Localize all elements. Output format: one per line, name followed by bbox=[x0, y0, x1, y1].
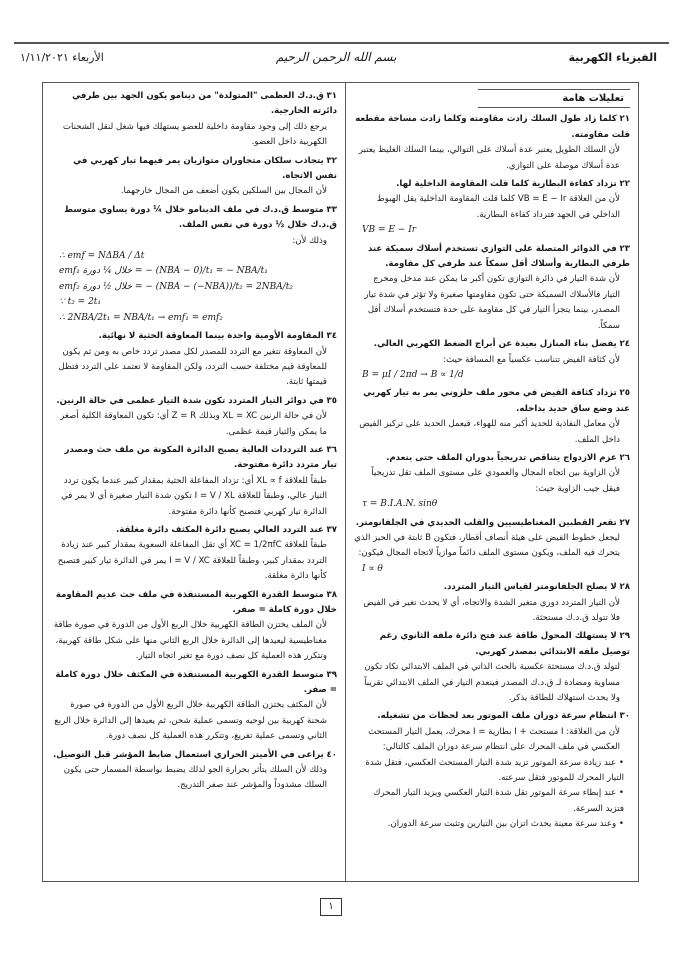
date-label: الأربعاء ١/١١/٢٠٢١ bbox=[20, 50, 104, 64]
item-number: ٢٩ bbox=[619, 631, 630, 642]
reason-item bbox=[51, 443, 337, 520]
item-answer: لأن الزاوية بين اتجاه المجال والعمودي على مستوى الملف تقل تدريجياً فيقل جيب الزاوية حيث: bbox=[371, 468, 620, 494]
item-question: لا يستهلك المحول طاقة عند فتح دائرة ملفه الثانوي رغم توصيل ملفه الابتدائي بمصدر كهربي. bbox=[379, 631, 630, 657]
item-question: لا يصلح الجلفانومتر لقياس التيار المتردد. bbox=[443, 582, 617, 593]
item-question: في دوائر التيار المتردد تكون شدة التيار عظمى في حالة الرنين. bbox=[56, 395, 324, 406]
equation: emf₁ خلال ¼ دورة = − (NBA − 0)/t₁ = − NBA/t₁ bbox=[59, 266, 268, 277]
reason-item bbox=[354, 709, 630, 832]
item-answer: لأن الملف يختزن الطاقة الكهربية خلال الربع الأول من الدورة في صورة طاقة مغناطيسية ليعيدها إلى الدائرة خلال الربع الثاني منها على شكل طاقة كهربية، وتتكرر هذه العملية كل نصف دورة مع تغير اتجاه التيار. bbox=[53, 620, 327, 662]
item-question: عزم الازدواج يتناقص تدريجياً بدوران الملف حتى ينعدم. bbox=[386, 452, 617, 463]
left-column bbox=[42, 82, 346, 882]
reason-item bbox=[354, 386, 630, 448]
equation: τ = B.I.A.N. sinθ bbox=[362, 499, 438, 510]
item-answer: لأن التيار المتردد دوري متغير الشدة والاتجاه، أي لا يحدث تغير في الفيض فلا تتولد ق.د.ك مستحثة. bbox=[363, 597, 620, 623]
item-number: ٣٦ bbox=[326, 444, 337, 455]
equation: VB = E − Ir bbox=[362, 225, 417, 236]
item-answer: لأن شدة التيار في دائرة التوازي تكون أكبر ما يمكن عند مدخل ومخرج التيار فالأسلاك السميكة حتى تكون مقاومتها صغيرة ولا تؤثر في شدة تيار المصدر، بينما يتجزأ التيار في كل مقاومة على حدة فتستخدم أسلاك أقل سمكاً. bbox=[364, 274, 620, 331]
item-number: ٢٨ bbox=[619, 582, 630, 593]
item-answer: لأن المعاوقة تتغير مع التردد للمصدر لكل مصدر تردد خاص به ومن ثم يكون للمعاوقة قيم مختلفة حسب التردد، ولكن المقاومة لا تعتمد على التردد فتظل قيمتها ثابتة. bbox=[58, 346, 327, 388]
reason-item bbox=[354, 177, 630, 239]
reason-item bbox=[354, 451, 630, 513]
item-answer: يرجع ذلك إلى وجود مقاومة داخلية للعضو يستهلك فيها شغل لنقل الشحنات الكهربية داخل العضو. bbox=[62, 121, 327, 148]
item-number: ٢٥ bbox=[619, 388, 630, 399]
reason-item bbox=[51, 203, 337, 326]
item-number: ٢٣ bbox=[619, 243, 630, 254]
item-answer: ليجعل خطوط الفيض على هيئة أنصاف أقطار، فتكون B ثابتة في الحيز الذي يتحرك فيه الملف، ويكون مستوى الملف دائماً موازياً لاتجاه المجال فيكون: bbox=[354, 532, 620, 559]
bullet-text: وعند سرعة معينة يحدث اتزان بين التيارين وتثبت سرعة الدوران. bbox=[387, 819, 617, 830]
item-question: يتجاذب سلكان متجاوران متوازيان يمر فيهما تيار كهربي في نفس الاتجاه. bbox=[73, 155, 337, 182]
reason-item bbox=[51, 394, 337, 440]
item-number: ٣٢ bbox=[326, 155, 337, 166]
item-number: ٢٢ bbox=[619, 179, 630, 190]
item-answer: لتولد ق.د.ك مستحثة عكسية بالحث الذاتي في الملف الابتدائي تكاد تكون مساوية ومضادة لـ ق.د.ك المصدر فينعدم التيار في الملف الابتدائي تقريباً ولا يحدث استهلاك للطاقة يذكر. bbox=[364, 662, 620, 704]
equation: ∴ emf = NΔBA / Δt bbox=[59, 251, 145, 262]
item-question: في الدوائر المتصلة على التوازي تستخدم أسلاك سميكة عند طرفي البطارية وأسلاك أقل سمكاً عند طرفي كل مقاومة. bbox=[367, 243, 630, 270]
reason-item bbox=[51, 668, 337, 745]
item-answer: وذلك لأن السلك يتأثر بحرارة الجو لذلك يضبط بواسطة المسمار حتى يكون السلك مشدوداً والمؤشر عند صفر التدريج. bbox=[63, 765, 327, 791]
item-answer: لأن من العلاقة VB = E − Ir كلما قلت المقاومة الداخلية يقل الهبوط الداخلي في الجهد فتزداد كفاءة البطارية. bbox=[376, 194, 620, 220]
item-answer: لأن معامل النفاذية للحديد أكبر منه للهواء، فيعمل الحديد على تركيز الفيض داخل الملف. bbox=[359, 419, 620, 445]
equation: ∴ 2NBA/2t₁ = NBA/t₁ → emf₁ = emf₂ bbox=[59, 312, 223, 323]
page-number: ١ bbox=[320, 898, 342, 916]
item-question: متوسط ق.د.ك في ملف الدينامو خلال ¼ دورة يساوي متوسط ق.د.ك خلال ½ دورة في نفس الملف. bbox=[64, 204, 337, 231]
item-answer: لأن كثافة الفيض تتناسب عكسياً مع المسافة حيث: bbox=[443, 354, 620, 365]
equation: I ∝ θ bbox=[362, 563, 383, 574]
reason-item bbox=[51, 329, 337, 391]
reason-item bbox=[354, 516, 630, 578]
item-answer: لأن من العلاقة: I مستحث + I بطارية = I محرك، يعمل التيار المستحث العكسي في ملف المحرك على انتظام سرعة دوران الملف كالتالي: bbox=[368, 726, 620, 753]
right-column bbox=[345, 82, 639, 882]
item-question: ق.د.ك العظمى "المتولدة" من دينامو يكون الجهد بين طرفي دائرته الخارجية. bbox=[72, 91, 337, 117]
item-number: ٢٧ bbox=[619, 517, 630, 528]
item-answer: طبقاً للعلاقة XC = 1/2πfC أي تقل المفاعلة السعوية بمقدار كبير عند زيادة التردد بمقدار كبير، وطبقاً للعلاقة I = V / XC يمر في الدائرة تيار كبير فتصبح كأنها دائرة مغلقة. bbox=[57, 540, 327, 582]
reason-item bbox=[51, 523, 337, 585]
equation: emf₂ خلال ½ دورة = − (NBA − (−NBA))/t₂ = 2NBA/t₂ bbox=[59, 281, 293, 292]
item-question: المقاومة الأومية واحدة بينما المعاوقة الحثية لا نهائية. bbox=[98, 331, 324, 342]
reason-item bbox=[354, 112, 630, 174]
item-number: ٣٩ bbox=[326, 669, 337, 680]
reason-item bbox=[51, 154, 337, 200]
item-number: ٣٣ bbox=[326, 204, 337, 215]
item-number: ٢٦ bbox=[619, 452, 630, 463]
reason-item bbox=[354, 337, 630, 383]
item-question: كلما زاد طول السلك زادت مقاومته وكلما زادت مساحة مقطعه قلت مقاومته. bbox=[355, 114, 630, 140]
item-question: يراعى في الأميتر الحراري استعمال ضابط المؤشر قبل التوصيل. bbox=[53, 749, 324, 760]
item-question: انتظام سرعة دوران ملف الموتور بعد لحظات من تشغيله. bbox=[377, 711, 617, 722]
reason-item bbox=[354, 242, 630, 334]
basmala: بسم الله الرحمن الرحيم bbox=[275, 50, 397, 64]
reason-item bbox=[51, 588, 337, 665]
item-number: ٤٠ bbox=[326, 749, 337, 760]
equation: ∵ t₂ = 2t₁ bbox=[59, 297, 102, 308]
item-number: ٣٨ bbox=[326, 589, 337, 600]
bullet-text: عند زيادة سرعة الموتور تزيد شدة التيار المستحث العكسي، فتقل شدة التيار المحرك للموتور فتقل سرعته. bbox=[365, 757, 624, 784]
item-number: ٣٤ bbox=[326, 331, 337, 342]
reason-item bbox=[354, 629, 630, 706]
reason-item bbox=[354, 580, 630, 626]
item-answer: لأن في حالة الرنين XL = XC وبذلك Z = R أي: تكون المعاوقة الكلية أصغر ما يمكن والتيار قيمة عظمى. bbox=[60, 411, 327, 437]
section-title: تعليلات هامة bbox=[478, 89, 630, 108]
item-question: عند الترددات العالية يصبح الدائرة المكونة من ملف حث ومصدر تيار متردد دائرة مفتوحة. bbox=[64, 444, 337, 471]
subject-title: الفيزياء الكهربية bbox=[568, 50, 657, 64]
item-number: ٢٤ bbox=[619, 339, 630, 350]
bullet-point: • وعند سرعة معينة يحدث اتزان بين التيارين وتثبت سرعة الدوران. bbox=[387, 819, 624, 830]
item-question: يفضل بناء المنازل بعيدة عن أبراج الضغط الكهربي العالي. bbox=[373, 339, 617, 350]
item-question: تزداد كثافة الفيض في محور ملف حلزوني يمر به تيار كهربي عند وضع ساق حديد بداخله. bbox=[363, 388, 630, 414]
item-question: تقعر القطبين المغناطيسيين والقلب الحديدي في الجلفانومتر. bbox=[355, 517, 617, 528]
item-number: ٢١ bbox=[619, 114, 630, 125]
reason-item bbox=[51, 89, 337, 151]
item-number: ٣١ bbox=[326, 91, 337, 101]
item-answer: لأن المجال بين السلكين يكون أضعف من المجال خارجهما. bbox=[120, 186, 327, 197]
item-question: عند التردد العالي يصبح دائرة المكثف دائرة مغلقة. bbox=[116, 524, 324, 535]
item-question: تزداد كفاءة البطارية كلما قلت المقاومة الداخلية لها. bbox=[396, 179, 617, 190]
equation: B = μI / 2πd → B ∝ 1/d bbox=[362, 369, 464, 380]
page-header bbox=[20, 44, 657, 70]
bullet-point: • عند زيادة سرعة الموتور تزيد شدة التيار المستحث العكسي، فتقل شدة التيار المحرك للموتور فتقل سرعته. bbox=[365, 757, 624, 784]
item-number: ٣٠ bbox=[619, 711, 630, 722]
item-answer: طبقاً للعلاقة XL ∝ f أي: تزداد المفاعلة الحثية بمقدار كبير عندما يكون تردد التيار عالي، وطبقاً للعلاقة I = V / XL تكون شدة التيار صغيرة أي لا يمر في الدائرة تيار كهربي فتصبح كأنها دائرة مفتوحة. bbox=[61, 475, 327, 517]
item-number: ٣٥ bbox=[326, 395, 337, 406]
item-answer: لأن المكثف يختزن الطاقة الكهربية خلال الربع الأول من الدورة في صورة شحنة كهربية بين لوحيه وتسمى عملية شحن، ثم يعيدها إلى الدائرة خلال الربع الثاني وتسمى عملية تفريغ، وتتكرر هذه العملية كل نصف دورة. bbox=[54, 700, 327, 742]
item-question: متوسط القدرة الكهربية المستنفذة في ملف حث عديم المقاومة خلال دورة كاملة = صفر. bbox=[55, 589, 337, 615]
item-question: متوسط القدرة الكهربية المستنفذة في المكثف خلال دورة كاملة = صفر. bbox=[55, 669, 337, 696]
bullet-text: عند إبطاء سرعة الموتور تقل شدة التيار العكسي ويزيد التيار المحرك فتزيد السرعة. bbox=[373, 788, 624, 814]
item-answer: وذلك لأن: bbox=[292, 235, 327, 246]
bullet-point: • عند إبطاء سرعة الموتور تقل شدة التيار العكسي ويزيد التيار المحرك فتزيد السرعة. bbox=[373, 788, 624, 814]
item-answer: لأن السلك الطويل يعتبر عدة أسلاك على التوالي، بينما السلك الغليظ يعتبر عدة أسلاك موصلة على التوازي. bbox=[358, 145, 620, 171]
reason-item bbox=[51, 748, 337, 794]
item-number: ٣٧ bbox=[326, 524, 337, 535]
